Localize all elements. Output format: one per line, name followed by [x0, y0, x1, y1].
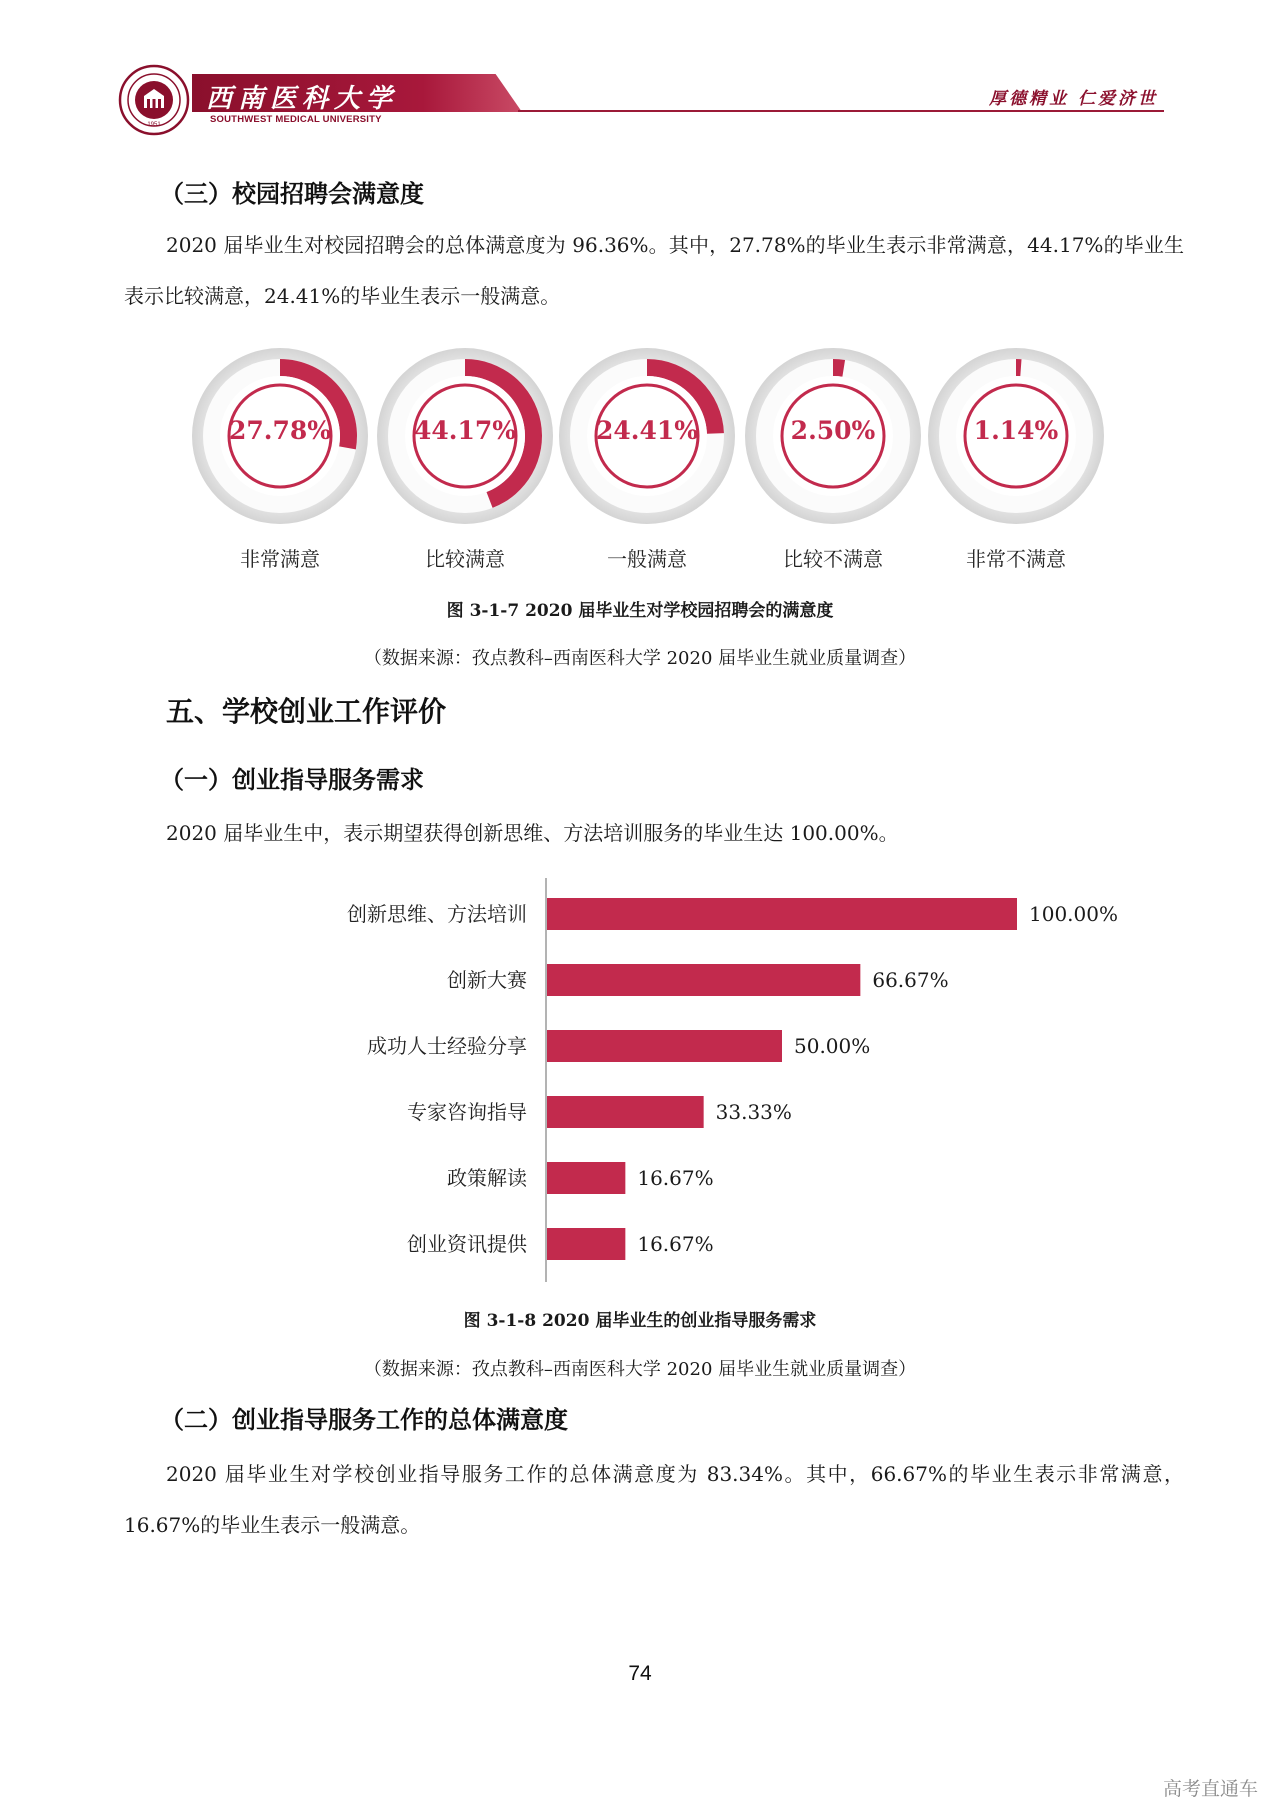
page-header	[118, 62, 1164, 140]
donut-value-4: 2.50%	[790, 416, 876, 445]
donut-value-3: 24.41%	[595, 416, 699, 445]
bar-2	[547, 964, 860, 996]
figure-source-3-1-8: （数据来源：孜点教科–西南医科大学 2020 届毕业生就业质量调查）	[363, 1359, 917, 1380]
donut-3	[557, 346, 737, 526]
bar-value-label-4: 33.33%	[715, 1100, 792, 1124]
bar-category-label-4: 专家咨询指导	[407, 1100, 527, 1124]
bar-value-label-1: 100.00%	[1029, 902, 1118, 926]
university-seal-icon	[118, 64, 190, 136]
paragraph-guidance-demand: 2020 届毕业生中，表示期望获得创新思维、方法培训服务的毕业生达 100.00%。	[166, 821, 899, 845]
seal-year: 1951	[147, 122, 161, 128]
donut-label-1: 非常满意	[240, 547, 320, 571]
donut-label-2: 比较满意	[425, 547, 505, 571]
bar-value-label-3: 50.00%	[794, 1034, 871, 1058]
figure-caption-3-1-7: 图 3-1-7 2020 届毕业生对学校园招聘会的满意度	[446, 601, 834, 621]
donut-label-4: 比较不满意	[783, 547, 883, 571]
page-number: 74	[628, 1662, 652, 1685]
university-name-cn: 西南医科大学	[206, 84, 399, 114]
bar-category-label-2: 创新大赛	[447, 968, 527, 992]
figure-source-3-1-7: （数据来源：孜点教科–西南医科大学 2020 届毕业生就业质量调查）	[363, 648, 917, 669]
bar-value-label-5: 16.67%	[637, 1166, 714, 1190]
donut-value-1: 27.78%	[228, 416, 332, 445]
donut-label-3: 一般满意	[607, 547, 687, 571]
donut-value-2: 44.17%	[413, 416, 517, 445]
donut-value-5: 1.14%	[973, 416, 1059, 445]
donut-5	[926, 346, 1106, 526]
watermark: 高考直通车	[1162, 1778, 1258, 1800]
bar-category-label-3: 成功人士经验分享	[367, 1034, 527, 1058]
paragraph-campus-fair: 2020 届毕业生对校园招聘会的总体满意度为 96.36%。其中，27.78%的毕业生表示非常满意，44.17%的毕业生表示比较满意，24.41%的毕业生表示一般满意。	[124, 233, 1184, 308]
figure-caption-3-1-8: 图 3-1-8 2020 届毕业生的创业指导服务需求	[463, 1311, 817, 1331]
header-divider	[518, 110, 1164, 112]
donut-4	[743, 346, 923, 526]
university-name-en: SOUTHWEST MEDICAL UNIVERSITY	[210, 114, 382, 125]
bar-4	[547, 1096, 704, 1128]
bar-1	[547, 898, 1017, 930]
university-motto: 厚德精业 仁爱济世	[989, 89, 1158, 109]
bar-value-label-6: 16.67%	[637, 1232, 714, 1256]
bar-3	[547, 1030, 782, 1062]
section-heading-campus-fair: （三）校园招聘会满意度	[160, 180, 424, 208]
bar-6	[547, 1228, 625, 1260]
section-heading-entrepreneurship: 五、学校创业工作评价	[166, 695, 447, 728]
section-heading-guidance-satisfaction: （二）创业指导服务工作的总体满意度	[160, 1406, 568, 1434]
bar-category-label-5: 政策解读	[447, 1166, 527, 1190]
donut-2	[375, 346, 555, 526]
section-heading-guidance-demand: （一）创业指导服务需求	[160, 766, 424, 794]
bar-value-label-2: 66.67%	[872, 968, 949, 992]
bar-category-label-1: 创新思维、方法培训	[347, 902, 527, 926]
paragraph-guidance-satisfaction: 2020 届毕业生对学校创业指导服务工作的总体满意度为 83.34%。其中，66.67%的毕业生表示非常满意，16.67%的毕业生表示一般满意。	[124, 1462, 1184, 1537]
bar-category-label-6: 创业资讯提供	[407, 1232, 527, 1256]
bar-5	[547, 1162, 625, 1194]
donut-1	[190, 346, 370, 526]
donut-label-5: 非常不满意	[966, 547, 1066, 571]
